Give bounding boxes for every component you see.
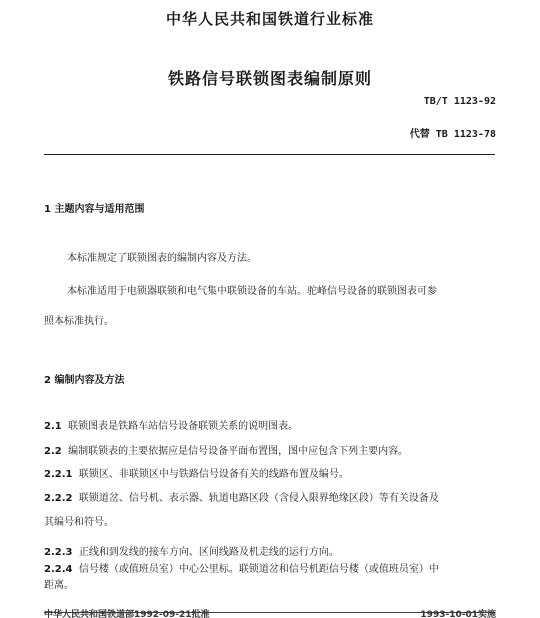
section-1-paragraph-1: 本标准规定了联锁图表的编制内容及方法。	[67, 253, 257, 264]
clause-text: 联锁区、非联锁区中与铁路信号设备有关的线路布置及编号。	[78, 469, 349, 480]
clause-2-2-2-continuation: 其编号和符号。	[44, 517, 114, 528]
clause-text: 联锁图表是铁路车站信号设备联锁关系的说明图表。	[68, 421, 299, 432]
clause-2-2-2	[44, 492, 439, 506]
clause-number: 2.2	[44, 446, 62, 457]
clause-2-2-4-continuation: 距离。	[44, 580, 74, 591]
standard-code: TB/T 1123-92	[423, 96, 496, 107]
clause-number: 2.2.4	[44, 564, 73, 575]
standard-category-line: 中华人民共和国铁道行业标准	[165, 10, 374, 28]
clause-2-2-3	[44, 546, 339, 560]
document-title: 铁路信号联锁图表编制原则	[167, 69, 372, 88]
effective-date-note: 1993-10-01实施	[420, 610, 496, 618]
clause-2-2	[44, 445, 408, 459]
clause-number: 2.2.2	[44, 493, 73, 504]
clause-number: 2.2.3	[44, 547, 73, 558]
clause-text: 联锁道岔、信号机、表示器、轨道电路区段（含侵入限界绝缘区段）等有关设备及	[78, 493, 439, 504]
clause-number: 2.1	[44, 421, 62, 432]
clause-2-2-1	[44, 468, 349, 482]
header-divider	[44, 154, 495, 155]
section-1-paragraph-2-line-1: 本标准适用于电锁器联锁和电气集中联锁设备的车站。驼峰信号设备的联锁图表可参	[67, 286, 437, 297]
clause-text: 信号楼（或值班员室）中心公里标。联锁道岔和信号机距信号楼（或值班员室）中	[78, 564, 439, 575]
approval-note: 中华人民共和国铁道部1992-09-21批准	[44, 610, 210, 618]
clause-2-1	[44, 420, 298, 434]
section-1-paragraph-2-line-2: 照本标准执行。	[44, 316, 114, 327]
clause-number: 2.2.1	[44, 469, 73, 480]
section-1-heading: 1 主题内容与适用范围	[44, 204, 145, 215]
clause-2-2-4	[44, 563, 439, 577]
replaces-code: 代替 TB 1123-78	[409, 129, 496, 140]
section-2-heading: 2 编制内容及方法	[44, 375, 125, 386]
clause-text: 正线和到发线的接车方向、区间线路及机走线的运行方向。	[78, 547, 339, 558]
clause-text: 编制联锁表的主要依据应是信号设备平面布置图，图中应包含下列主要内容。	[68, 446, 409, 457]
